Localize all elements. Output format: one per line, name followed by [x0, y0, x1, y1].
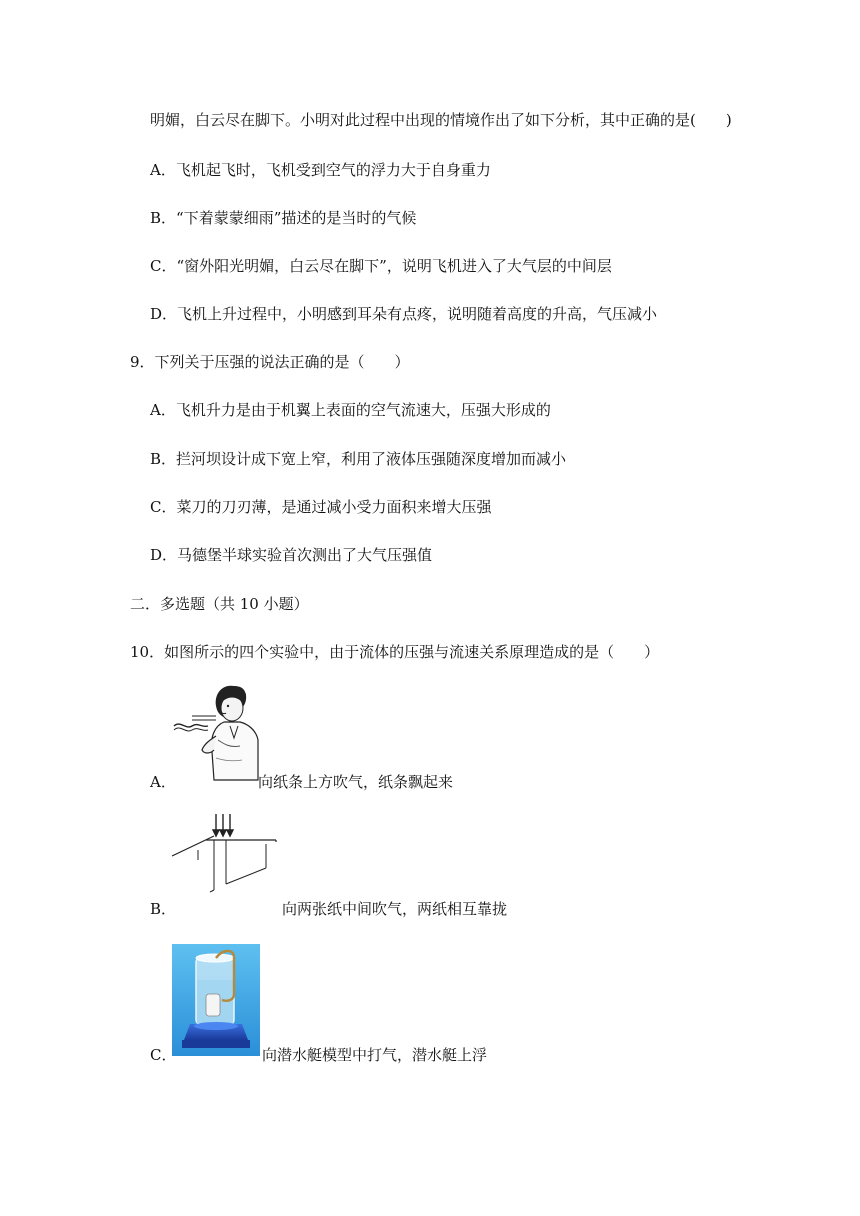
q9-option-d: D．马德堡半球实验首次测出了大气压强值: [150, 546, 433, 564]
q10-option-a-text: 向纸条上方吹气，纸条飘起来: [258, 773, 454, 791]
two-papers-blowing-figure: [170, 810, 280, 894]
q9-option-a: A．飞机升力是由于机翼上表面的空气流速大，压强大形成的: [150, 401, 551, 419]
q8-option-d: D．飞机上升过程中，小明感到耳朵有点疼，说明随着高度的升高，气压减小: [150, 305, 658, 323]
q9-option-b: B．拦河坝设计成下宽上窄，利用了液体压强随深度增加而减小: [150, 450, 567, 468]
q8-option-b: B．“下着蒙蒙细雨”描述的是当时的气候: [150, 209, 417, 227]
boy-blowing-paper-strip-figure: [170, 680, 262, 786]
q10-option-c-text: 向潜水艇模型中打气，潜水艇上浮: [262, 1046, 488, 1064]
q9-option-c: C．菜刀的刀刃薄，是通过减小受力面积来增大压强: [150, 498, 492, 516]
q10-option-c-letter: C．: [150, 1046, 177, 1064]
q8-stem-continuation: 明媚，白云尽在脚下。小明对此过程中出现的情境作出了如下分析，其中正确的是( ): [150, 111, 732, 129]
submarine-model-photo: [172, 944, 260, 1056]
q8-option-c: C．“窗外阳光明媚，白云尽在脚下”，说明飞机进入了大气层的中间层: [150, 257, 612, 275]
q10-option-b-letter: B．: [150, 900, 177, 918]
q10-stem: 10．如图所示的四个实验中，由于流体的压强与流速关系原理造成的是（ ）: [130, 643, 660, 661]
q8-option-a: A．飞机起飞时，飞机受到空气的浮力大于自身重力: [150, 161, 491, 179]
q9-stem: 9．下列关于压强的说法正确的是（ ）: [130, 353, 410, 371]
q10-option-b-text: 向两张纸中间吹气，两纸相互靠拢: [282, 900, 508, 918]
section-title: 二．多选题（共 10 小题）: [130, 595, 309, 613]
q10-option-a-letter: A．: [150, 773, 176, 791]
